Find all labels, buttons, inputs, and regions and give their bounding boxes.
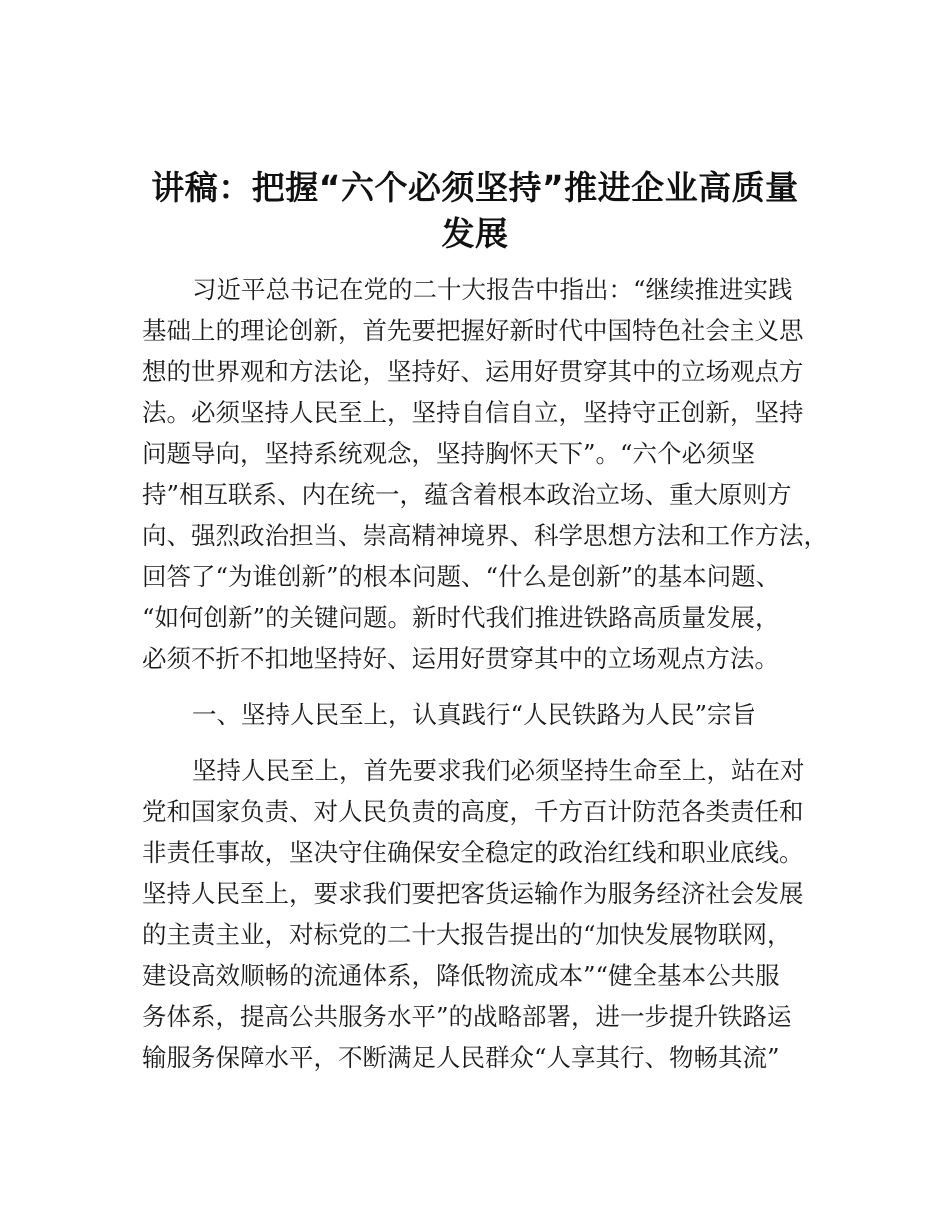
paragraph-2-line: 党和国家负责、对人民负责的高度，千方百计防范各类责任和 <box>142 797 804 826</box>
paragraph-1-line: 回答了“为谁创新”的根本问题、“什么是创新”的基本问题、 <box>142 562 781 591</box>
paragraph-1-line: 习近平总书记在党的二十大报告中指出：“继续推进实践 <box>192 275 793 304</box>
paragraph-2-line: 建设高效顺畅的流通体系，降低物流成本”“健全基本公共服 <box>142 961 780 990</box>
paragraph-2-line: 的主责主业，对标党的二十大报告提出的“加快发展物联网， <box>142 920 792 949</box>
paragraph-1-line: 问题导向，坚持系统观念，坚持胸怀天下”。“六个必须坚 <box>142 439 756 468</box>
paragraph-2-line: 输服务保障水平，不断满足人民群众“人享其行、物畅其流” <box>142 1043 780 1072</box>
section-heading-1: 一、坚持人民至上，认真践行“人民铁路为人民”宗旨 <box>192 700 757 729</box>
paragraph-1-line: 持”相互联系、内在统一，蕴含着根本政治立场、重大原则方 <box>142 480 792 509</box>
document-title <box>100 165 850 257</box>
paragraph-2-line: 坚持人民至上，要求我们要把客货运输作为服务经济社会发展 <box>142 879 804 908</box>
paragraph-1-line: 法。必须坚持人民至上，坚持自信自立，坚持守正创新，坚持 <box>142 398 804 427</box>
paragraph-1-line: 向、强烈政治担当、崇高精神境界、科学思想方法和工作方法， <box>142 521 828 550</box>
title-line-2: 发展 <box>441 214 509 253</box>
paragraph-2-line: 务体系，提高公共服务水平”的战略部署，进一步提升铁路运 <box>142 1002 792 1031</box>
paragraph-1-line: 基础上的理论创新，首先要把握好新时代中国特色社会主义思 <box>142 316 804 345</box>
paragraph-1-line: 想的世界观和方法论，坚持好、运用好贯穿其中的立场观点方 <box>142 357 804 386</box>
paragraph-1-line: 必须不折不扣地坚持好、运用好贯穿其中的立场观点方法。 <box>142 644 779 673</box>
paragraph-2-line: 坚持人民至上，首先要求我们必须坚持生命至上，站在对 <box>192 756 805 785</box>
paragraph-2-line: 非责任事故，坚决守住确保安全稳定的政治红线和职业底线。 <box>142 838 804 867</box>
paragraph-1-line: “如何创新”的关键问题。新时代我们推进铁路高质量发展， <box>142 603 780 632</box>
title-line-1: 讲稿：把握“六个必须坚持”推进企业高质量 <box>151 168 799 207</box>
